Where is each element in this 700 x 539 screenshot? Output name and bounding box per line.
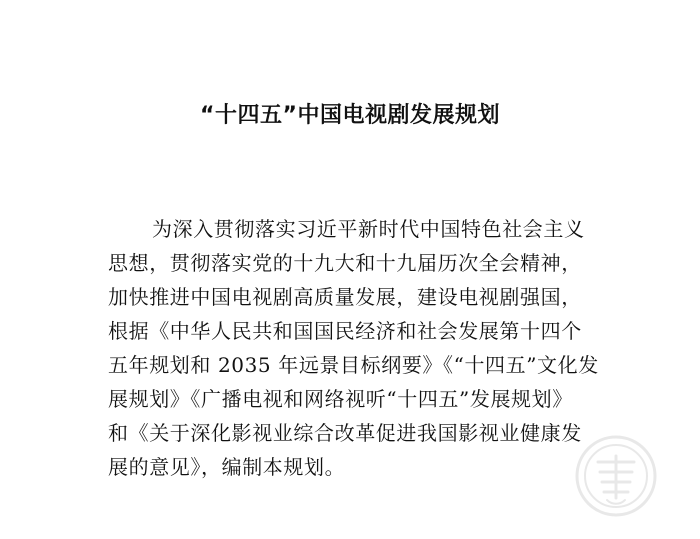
stamp-watermark-icon xyxy=(574,434,658,518)
paragraph-line: 为深入贯彻落实习近平新时代中国特色社会主义 xyxy=(152,217,585,241)
paragraph-line: 展规划》《广播电视和网络视听“十四五”发展规划》 xyxy=(108,387,573,411)
paragraph-line: 加快推进中国电视剧高质量发展，建设电视剧强国， xyxy=(108,285,582,309)
paragraph-line: 展的意见》，编制本规划。 xyxy=(108,455,346,479)
document-paragraph xyxy=(108,212,608,484)
paragraph-line: 根据《中华人民共和国国民经济和社会发展第十四个 xyxy=(108,319,582,343)
paragraph-line: 思想，贯彻落实党的十九大和十九届历次全会精神， xyxy=(108,251,582,275)
document-title: “十四五”中国电视剧发展规划 xyxy=(200,103,500,128)
paragraph-line: 五年规划和 2035 年远景目标纲要》《“十四五”文化发 xyxy=(108,353,599,377)
paragraph-line: 和《关于深化影视业综合改革促进我国影视业健康发 xyxy=(108,421,582,445)
